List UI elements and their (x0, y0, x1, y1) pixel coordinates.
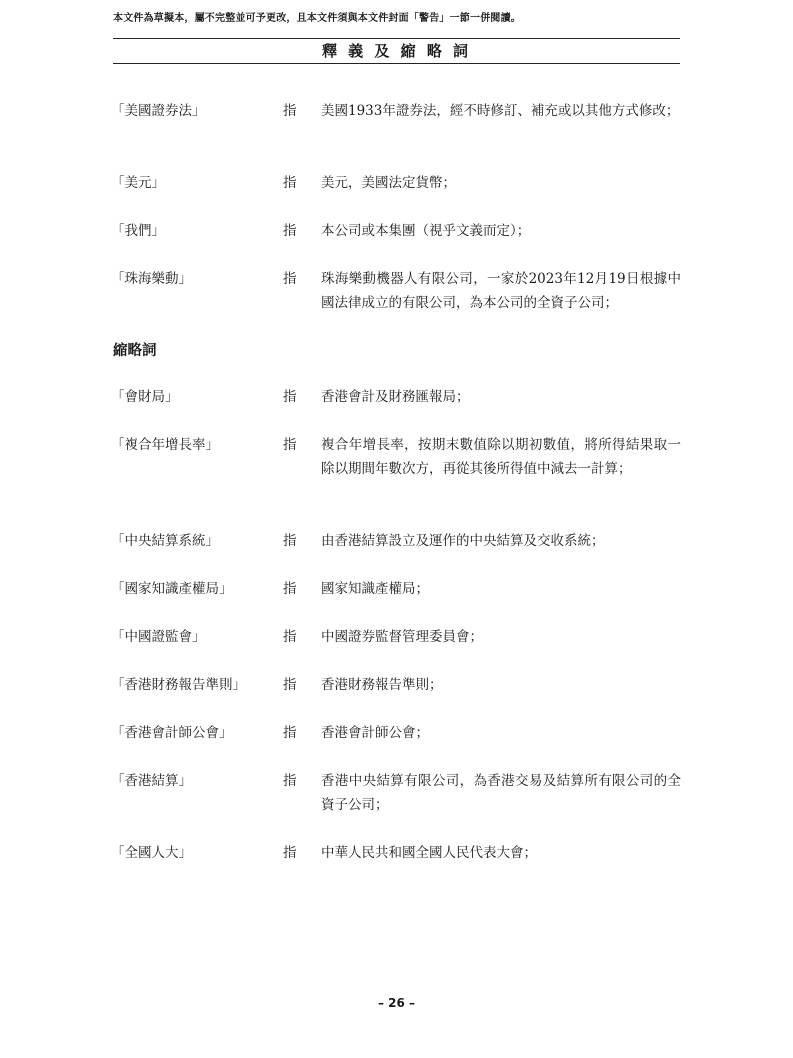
abbreviation-ref: 指 (283, 629, 297, 645)
definition-ref: 指 (283, 271, 297, 287)
abbreviation-term: 「全國人大」 (111, 845, 192, 861)
abbreviation-ref: 指 (283, 773, 297, 789)
abbreviation-ref: 指 (283, 533, 297, 549)
abbreviation-term: 「香港財務報告準則」 (111, 677, 246, 693)
abbreviation-term: 「中央結算系統」 (111, 533, 219, 549)
abbreviation-ref: 指 (283, 437, 297, 453)
definition-term: 「我們」 (111, 223, 165, 239)
abbreviation-ref: 指 (283, 389, 297, 405)
abbreviation-term: 「香港會計師公會」 (111, 725, 233, 741)
definition-ref: 指 (283, 223, 297, 239)
definition-ref: 指 (283, 103, 297, 119)
definition-term: 「美國證券法」 (111, 103, 206, 119)
abbreviation-text: 中國證券監督管理委員會； (321, 629, 483, 645)
abbreviation-text: 由香港結算設立及運作的中央結算及交收系統； (321, 533, 605, 549)
definition-text: 美國1933年證券法，經不時修訂、補充或以其他方式修改； (321, 103, 680, 119)
definition-text: 美元，美國法定貨幣； (321, 175, 456, 191)
abbreviation-ref: 指 (283, 581, 297, 597)
abbreviation-text: 國家知識產權局； (321, 581, 429, 597)
definition-text: 本公司或本集團（視乎文義而定）； (321, 223, 531, 239)
section-title: 釋 義 及 縮 略 詞 (321, 42, 472, 60)
abbreviation-term: 「香港結算」 (111, 773, 192, 789)
draft-notice: 本文件為草擬本，屬不完整並可予更改，且本文件須與本文件封面「警告」一節一併閱讀。 (113, 13, 521, 24)
abbreviation-ref: 指 (283, 725, 297, 741)
header-rule-top (113, 38, 680, 39)
header-rule-bottom (113, 63, 680, 64)
abbreviation-term: 「國家知識產權局」 (111, 581, 233, 597)
definition-text: 珠海樂動機器人有限公司，一家於2023年12月19日根據中國法律成立的有限公司，為本公司的全資子公司； (321, 271, 681, 311)
abbreviation-text: 中華人民共和國全國人民代表大會； (321, 845, 537, 861)
abbreviation-text: 香港會計及財務匯報局； (321, 389, 470, 405)
abbreviation-term: 「複合年增長率」 (111, 437, 219, 453)
abbreviation-ref: 指 (283, 845, 297, 861)
definition-term: 「珠海樂動」 (111, 271, 192, 287)
abbreviation-text: 香港財務報告準則； (321, 677, 443, 693)
abbreviation-term: 「中國證監會」 (111, 629, 206, 645)
abbreviation-text: 複合年增長率，按期末數值除以期初數值，將所得結果取一除以期間年數次方，再從其後所得值中減去一計算； (321, 437, 681, 477)
abbreviations-heading: 縮略詞 (113, 343, 157, 359)
abbreviation-ref: 指 (283, 677, 297, 693)
abbreviation-term: 「會財局」 (111, 389, 179, 405)
page-number: – 26 – (377, 996, 416, 1010)
abbreviation-text: 香港會計師公會； (321, 725, 429, 741)
definition-ref: 指 (283, 175, 297, 191)
abbreviation-text: 香港中央結算有限公司，為香港交易及結算所有限公司的全資子公司； (321, 773, 681, 813)
definition-term: 「美元」 (111, 175, 165, 191)
